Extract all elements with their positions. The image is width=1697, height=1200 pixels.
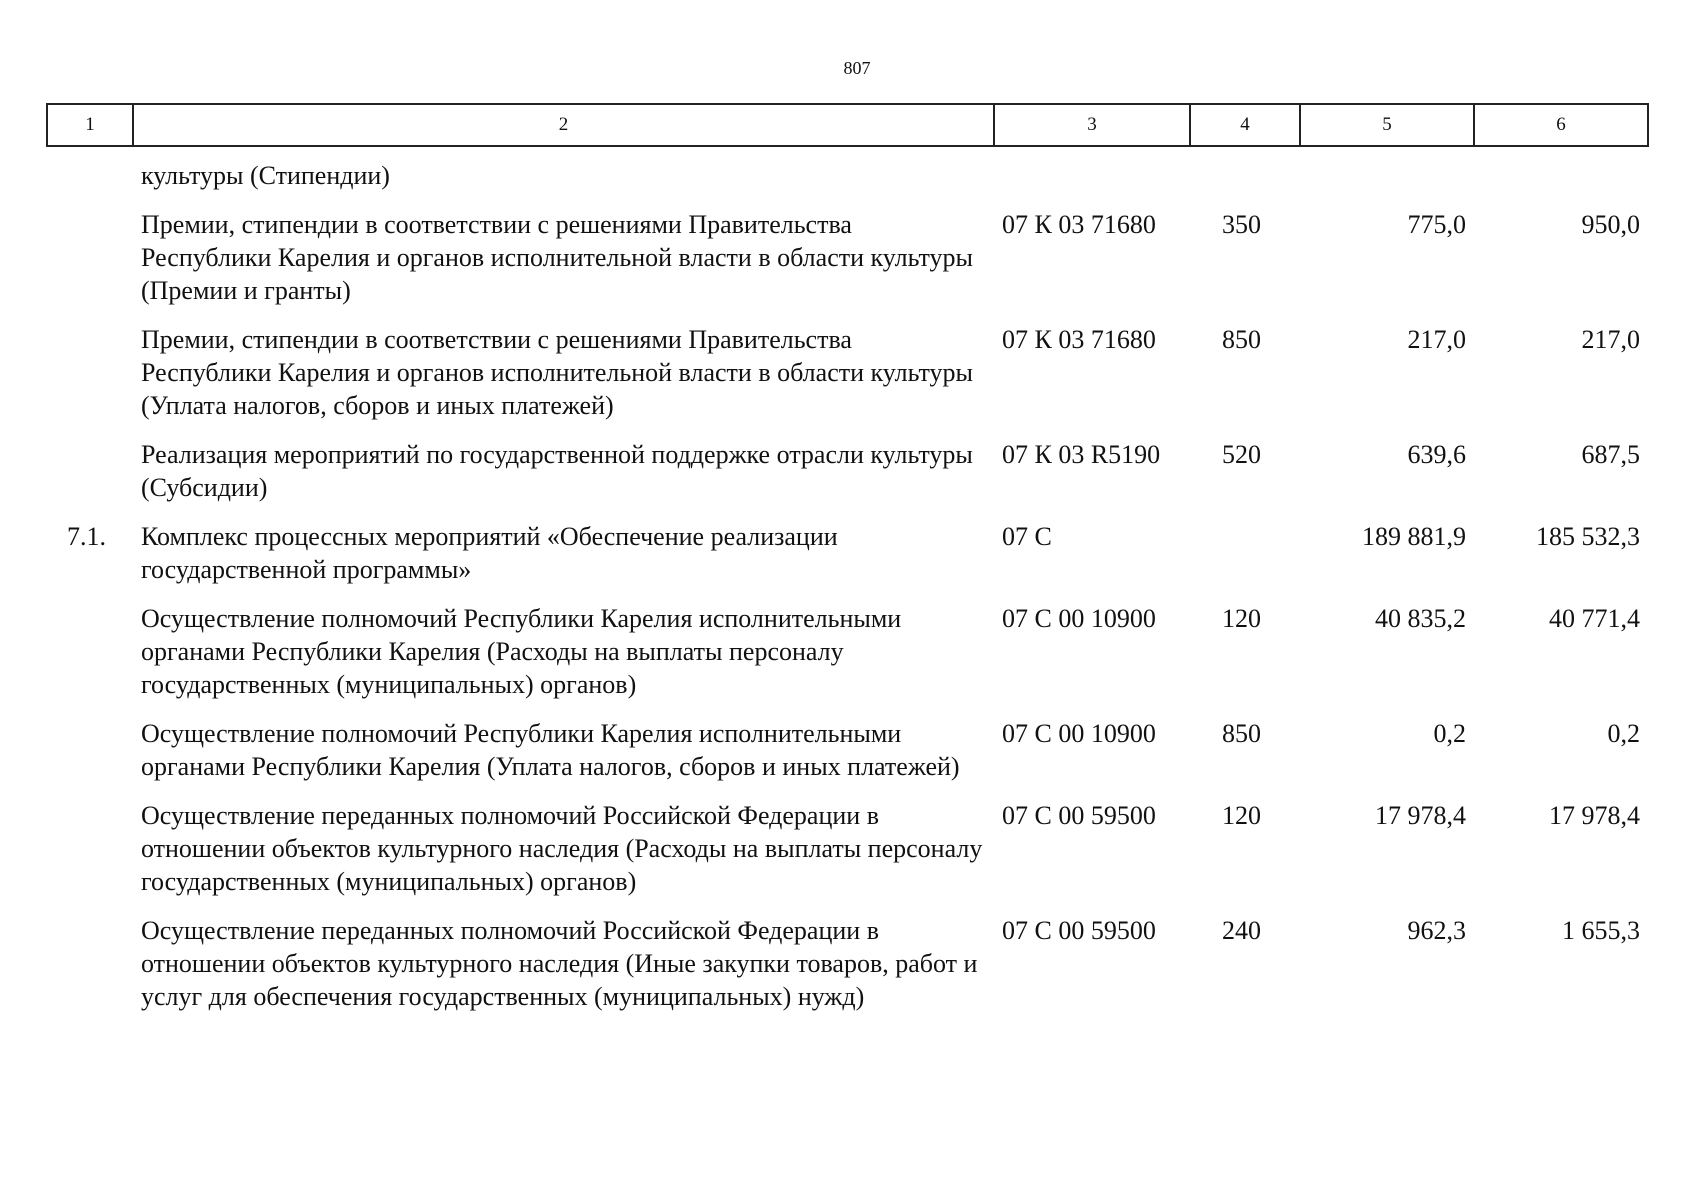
row-value-col5: 40 835,2: [1375, 604, 1466, 633]
row-number: [47, 208, 133, 323]
row-name: Реализация мероприятий по государственной поддержке отрасли культуры (Субсидии): [141, 440, 973, 502]
row-number: [47, 146, 133, 208]
page-number: 807: [843, 58, 871, 78]
row-value-col6: 687,5: [1581, 440, 1640, 469]
row-code: 07 С: [1002, 522, 1052, 551]
row-value-col5: 17 978,4: [1375, 801, 1466, 830]
table-row: [47, 799, 1648, 914]
column-header-2: 2: [133, 104, 994, 146]
row-value-col5: [1300, 146, 1474, 208]
table-row: [47, 717, 1648, 799]
row-expense-type: [1190, 520, 1300, 602]
row-value-col6: 40 771,4: [1549, 604, 1640, 633]
row-number: [47, 914, 133, 1029]
row-code: 07 С 00 59500: [1002, 801, 1156, 830]
row-name: Комплекс процессных мероприятий «Обеспечение реализации государственной программы»: [141, 522, 838, 584]
column-header-5: 5: [1300, 104, 1474, 146]
row-code: 07 К 03 R5190: [1002, 440, 1161, 469]
row-expense-type: 120: [1222, 604, 1261, 633]
table-row: [47, 438, 1648, 520]
column-header-1: 1: [47, 104, 133, 146]
row-expense-type: [1190, 146, 1300, 208]
row-expense-type: 850: [1222, 719, 1261, 748]
row-number: [47, 602, 133, 717]
row-value-col6: 0,2: [1607, 719, 1640, 748]
row-name: Осуществление полномочий Республики Карелия исполнительными органами Республики Карелия (Расходы на выплаты персоналу государственных (муниципальных) органов): [141, 604, 902, 699]
row-number: [47, 323, 133, 438]
row-name: культуры (Стипендии): [141, 161, 390, 190]
table-body: [47, 146, 1648, 1029]
row-value-col5: 0,2: [1433, 719, 1466, 748]
table-row: [47, 602, 1648, 717]
row-name: Осуществление переданных полномочий Российской Федерации в отношении объектов культурного наследия (Расходы на выплаты персоналу государственных (муниципальных) органов): [141, 801, 983, 896]
row-code: [994, 146, 1190, 208]
row-value-col6: 17 978,4: [1549, 801, 1640, 830]
row-number: 7.1.: [67, 522, 106, 551]
row-value-col5: 639,6: [1407, 440, 1466, 469]
row-value-col6: 185 532,3: [1536, 522, 1640, 551]
budget-table: [46, 103, 1649, 1029]
table-header-row: [47, 104, 1648, 146]
row-number: [47, 717, 133, 799]
column-header-6: 6: [1474, 104, 1648, 146]
row-value-col5: 962,3: [1407, 916, 1466, 945]
table-row: [47, 914, 1648, 1029]
column-header-4: 4: [1190, 104, 1300, 146]
row-expense-type: 850: [1222, 325, 1261, 354]
table-row: [47, 520, 1648, 602]
row-code: 07 С 00 59500: [1002, 916, 1156, 945]
row-value-col6: 950,0: [1581, 210, 1640, 239]
row-code: 07 С 00 10900: [1002, 719, 1156, 748]
row-name: Премии, стипендии в соответствии с решениями Правительства Республики Карелия и органов исполнительной власти в области культуры (Премии и гранты): [141, 210, 973, 305]
row-expense-type: 240: [1222, 916, 1261, 945]
row-value-col5: 189 881,9: [1362, 522, 1466, 551]
row-name: Премии, стипендии в соответствии с решениями Правительства Республики Карелия и органов исполнительной власти в области культуры (Уплата налогов, сборов и иных платежей): [141, 325, 973, 420]
column-header-3: 3: [994, 104, 1190, 146]
table-row: [47, 146, 1648, 208]
row-expense-type: 350: [1222, 210, 1261, 239]
row-expense-type: 520: [1222, 440, 1261, 469]
row-value-col5: 217,0: [1407, 325, 1466, 354]
row-value-col6: 217,0: [1581, 325, 1640, 354]
row-code: 07 С 00 10900: [1002, 604, 1156, 633]
row-value-col5: 775,0: [1407, 210, 1466, 239]
row-value-col6: [1474, 146, 1648, 208]
table-row: [47, 208, 1648, 323]
row-name: Осуществление полномочий Республики Карелия исполнительными органами Республики Карелия (Уплата налогов, сборов и иных платежей): [141, 719, 960, 781]
row-expense-type: 120: [1222, 801, 1261, 830]
row-code: 07 К 03 71680: [1002, 325, 1156, 354]
row-name: Осуществление переданных полномочий Российской Федерации в отношении объектов культурного наследия (Иные закупки товаров, работ и услуг для обеспечения государственных (муниципальных) нужд): [141, 916, 978, 1011]
row-code: 07 К 03 71680: [1002, 210, 1156, 239]
table-row: [47, 323, 1648, 438]
row-value-col6: 1 655,3: [1562, 916, 1640, 945]
row-number: [47, 438, 133, 520]
row-number: [47, 799, 133, 914]
